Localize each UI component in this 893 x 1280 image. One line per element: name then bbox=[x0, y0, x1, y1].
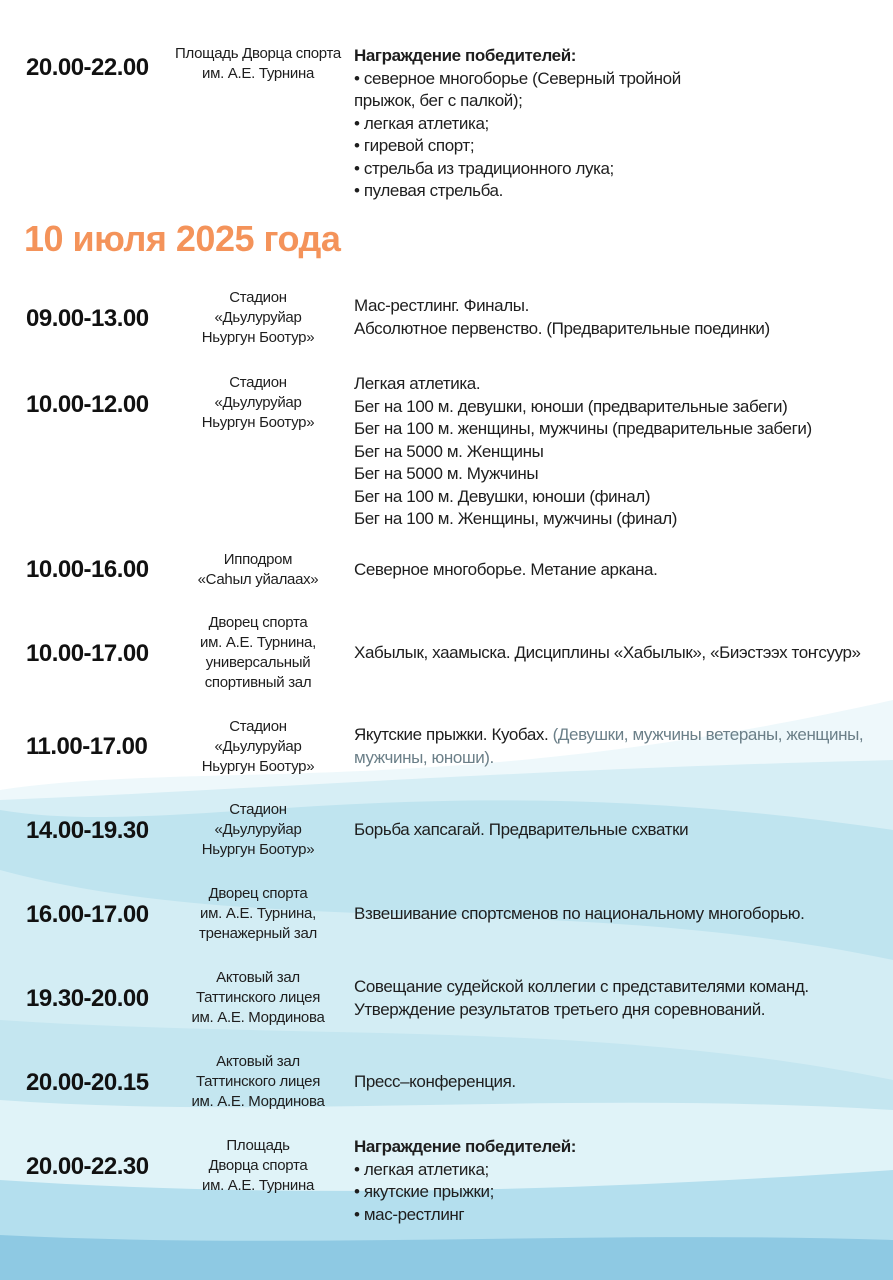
awards-title: Награждение победителей: bbox=[354, 1137, 577, 1156]
event-venue: Площадь Дворца спорта им. А.Е. Турнина bbox=[175, 45, 341, 82]
event-title: Якутские прыжки. Куобах. bbox=[354, 725, 553, 744]
event-description: Награждение победителей: • северное многоборье (Северный тройной прыжок, бег с палкой); • легкая атлетика; • гиревой спорт; • стрельба из традиционного лука; • пулевая стрельба. bbox=[354, 45, 889, 203]
event-venue: Стадион «Дьулуруйар Ньургун Боотур» bbox=[201, 718, 315, 775]
date-heading: 10 июля 2025 года bbox=[24, 218, 341, 259]
event-participants: мужчины, юноши). bbox=[354, 747, 494, 767]
schedule-row-top bbox=[0, 40, 893, 210]
event-time: 20.00-22.30 bbox=[26, 1153, 149, 1180]
event-time: 20.00-22.00 bbox=[26, 54, 149, 81]
event-venue: Актовый зал Таттинского лицея им. А.Е. Мординова bbox=[191, 969, 325, 1026]
event-description: Совещание судейской коллегии с представителями команд. Утверждение результатов третьего дня соревнований. bbox=[354, 977, 809, 1019]
wave-layer-8 bbox=[0, 1235, 893, 1280]
event-time: 16.00-17.00 bbox=[26, 901, 149, 928]
event-venue: Площадь Дворца спорта им. А.Е. Турнина bbox=[201, 1137, 315, 1194]
event-time: 09.00-13.00 bbox=[26, 305, 149, 332]
event-description: Легкая атлетика. Бег на 100 м. девушки, юноши (предварительные забеги) Бег на 100 м. женщины, мужчины (предварительные забеги) Бег на 5000 м. Женщины Бег на 5000 м. Мужчины Бег на 100 м. Девушки, юноши (финал) Бег на 100 м. Женщины, мужчины (финал) bbox=[354, 374, 812, 528]
event-venue: Дворец спорта им. А.Е. Турнина, тренажерный зал bbox=[199, 885, 317, 942]
event-description bbox=[354, 724, 889, 769]
event-venue: Стадион «Дьулуруйар Ньургун Боотур» bbox=[201, 289, 315, 346]
event-description: Награждение победителей: • легкая атлетика; • якутские прыжки; • мас-рестлинг bbox=[354, 1136, 889, 1226]
event-description: Пресс–конференция. bbox=[354, 1072, 516, 1091]
event-venue: Стадион «Дьулуруйар Ньургун Боотур» bbox=[201, 374, 315, 431]
awards-title: Награждение победителей: bbox=[354, 46, 577, 65]
event-time: 20.00-20.15 bbox=[26, 1069, 149, 1096]
event-venue: Стадион «Дьулуруйар Ньургун Боотур» bbox=[201, 801, 315, 858]
event-description: Борьба хапсагай. Предварительные схватки bbox=[354, 820, 689, 839]
event-time: 11.00-17.00 bbox=[26, 733, 148, 760]
event-time: 14.00-19.30 bbox=[26, 817, 149, 844]
event-time: 10.00-12.00 bbox=[26, 391, 149, 418]
event-participants: (Девушки, мужчины ветераны, женщины, bbox=[552, 725, 864, 744]
event-description: Взвешивание спортсменов по национальному многоборью. bbox=[354, 904, 805, 923]
event-description: Хабылык, хаамыска. Дисциплины «Хабылык», «Биэстээх тоҥсуур» bbox=[354, 643, 861, 662]
event-description: Мас-рестлинг. Финалы. Абсолютное первенство. (Предварительные поединки) bbox=[354, 296, 770, 338]
event-time: 19.30-20.00 bbox=[26, 985, 149, 1012]
event-venue: Дворец спорта им. А.Е. Турнина, универсальный спортивный зал bbox=[200, 614, 316, 691]
event-time: 10.00-17.00 bbox=[26, 640, 149, 667]
event-venue: Ипподром «Саһыл уйалаах» bbox=[197, 551, 319, 588]
event-venue: Актовый зал Таттинского лицея им. А.Е. Мординова bbox=[191, 1053, 325, 1110]
event-description: Северное многоборье. Метание аркана. bbox=[354, 560, 658, 579]
event-time: 10.00-16.00 bbox=[26, 556, 149, 583]
